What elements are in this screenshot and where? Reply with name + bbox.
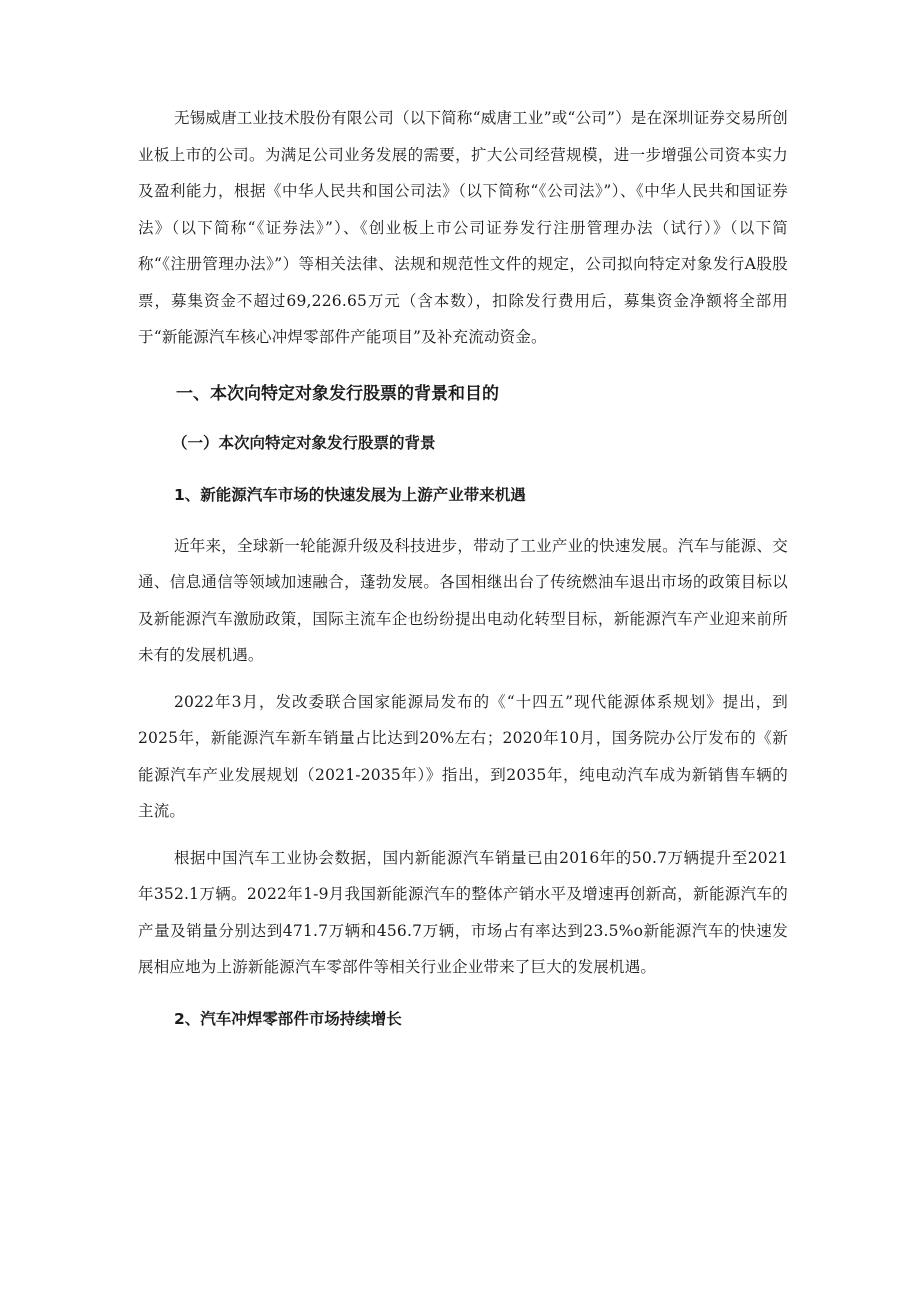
paragraph-global-energy-upgrade: 近年来，全球新一轮能源升级及科技进步，带动了工业产业的快速发展。汽车与能源、交通、信息通信等领域加速融合，蓬勃发展。各国相继出台了传统燃油车退出市场的政策目标以及新能源汽车激励政策，国际主流车企也纷纷提出电动化转型目标，新能源汽车产业迎来前所未有的发展机遇。 <box>138 536 788 664</box>
subsection-heading-background: （一）本次向特定对象发行股票的背景 <box>172 433 436 452</box>
section-heading-background-purpose: 一、本次向特定对象发行股票的背景和目的 <box>176 383 499 404</box>
paragraph-policy-plans: 2022年3月，发改委联合国家能源局发布的《“十四五”现代能源体系规划》提出，到2025年，新能源汽车新车销量占比达到20%左右；2020年10月，国务院办公厅发布的《新能源汽车产业发展规划（2021-2035年）》指出，到2035年，纯电动汽车成为新销售车辆的主流。 <box>138 692 788 820</box>
intro-paragraph: 无锡威唐工业技术股份有限公司（以下简称“威唐工业”或“公司”）是在深圳证券交易所创业板上市的公司。为满足公司业务发展的需要，扩大公司经营规模，进一步增强公司资本实力及盈利能力，根据《中华人民共和国公司法》（以下简称“《公司法》”）、《中华人民共和国证券法》（以下简称“《证券法》”）、《创业板上市公司证券发行注册管理办法（试行）》（以下简称“《注册管理办法》”）等相关法律、法规和规范性文件的规定，公司拟向特定对象发行A股股票，募集资金不超过69,226.65万元（含本数），扣除发行费用后，募集资金净额将全部用于“新能源汽车核心冲焊零部件产能项目”及补充流动资金。 <box>138 109 788 346</box>
document-page <box>138 100 788 1036</box>
item-heading-nev-market: 1、新能源汽车市场的快速发展为上游产业带来机遇 <box>174 485 526 504</box>
paragraph-sales-data: 根据中国汽车工业协会数据，国内新能源汽车销量已由2016年的50.7万辆提升至2021年352.1万辆。2022年1-9月我国新能源汽车的整体产销水平及增速再创新高，新能源汽车的产量及销量分别达到471.7万辆和456.7万辆，市场占有率达到23.5%o新能源汽车的快速发展相应地为上游新能源汽车零部件等相关行业企业带来了巨大的发展机遇。 <box>138 848 788 976</box>
item-heading-stamping-parts: 2、汽车冲焊零部件市场持续增长 <box>174 1009 402 1028</box>
